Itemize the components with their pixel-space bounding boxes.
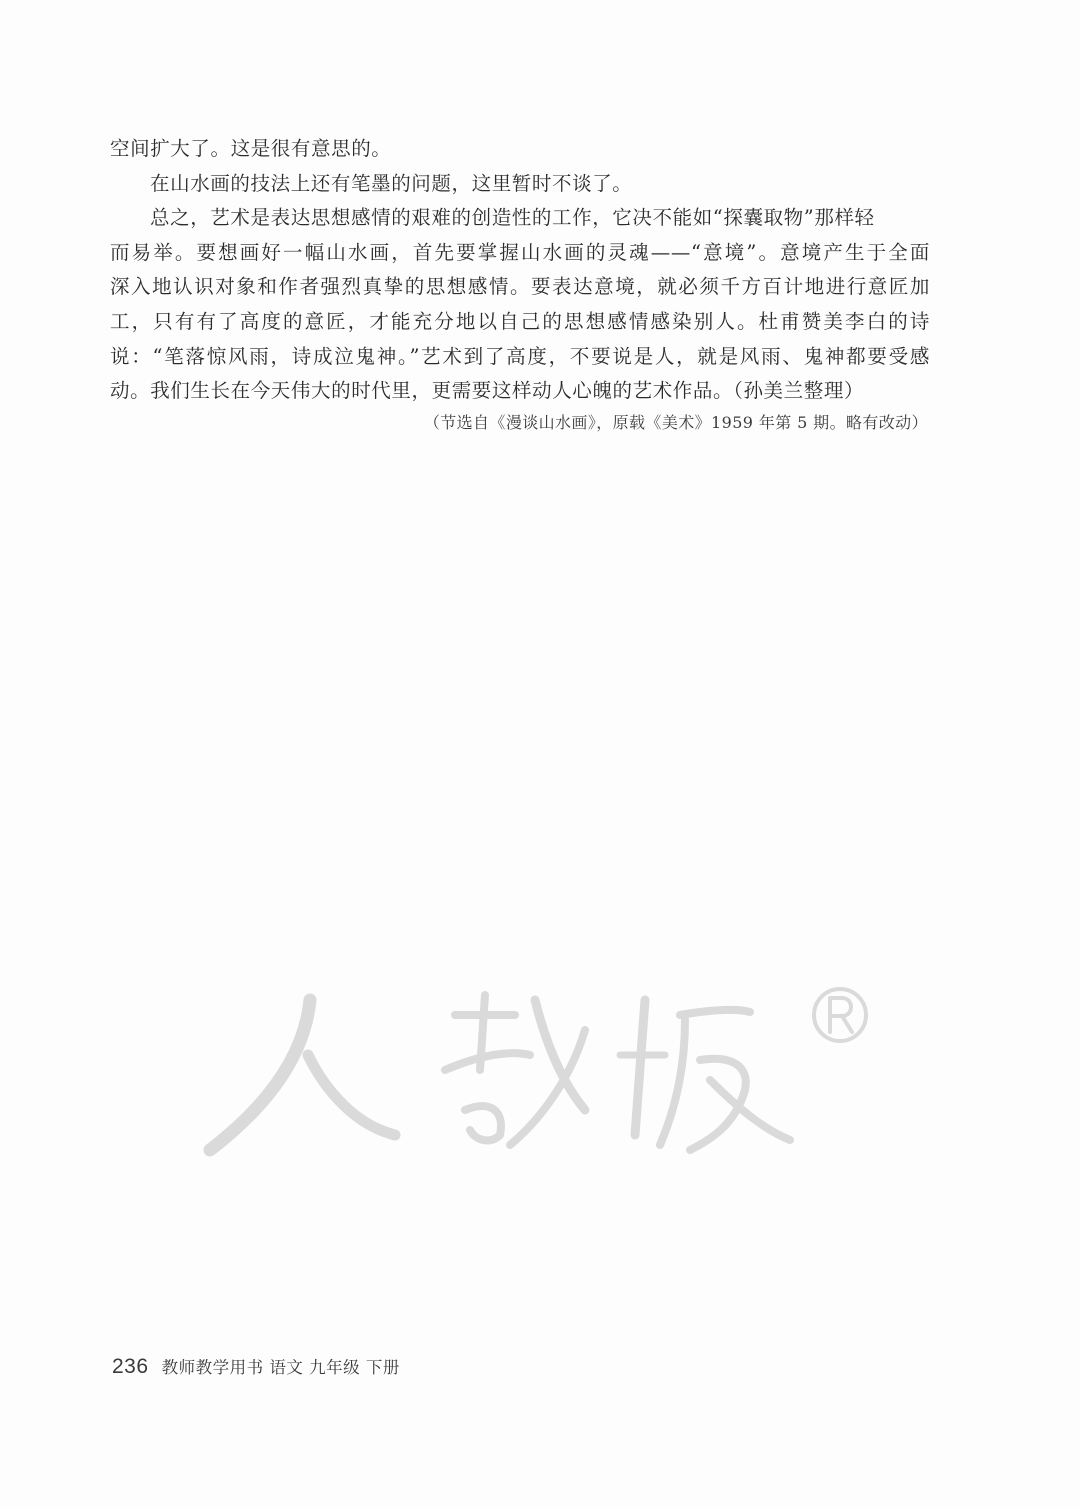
page-footer (112, 1354, 400, 1379)
paragraph-3-line-3: 深入地认识对象和作者强烈真挚的思想感情。要表达意境，就必须千方百计地进行意匠加 (110, 275, 930, 299)
paragraph-3-line-2: 而易举。要想画好一幅山水画，首先要掌握山水画的灵魂——“意境”。意境产生于全面 (110, 240, 930, 264)
book-title: 教师教学用书 语文 九年级 下册 (161, 1358, 400, 1377)
paragraph-1-line-1: 空间扩大了。这是很有意思的。 (110, 137, 392, 160)
paragraph-3-line-6: 动。我们生长在今天伟大的时代里，更需要这样动人心魄的艺术作品。（孙美兰整理） (110, 379, 865, 403)
paragraph-3-line-1: 总之，艺术是表达思想感情的艰难的创造性的工作，它决不能如“探囊取物”那样轻 (150, 206, 875, 230)
paragraph-3-line-4: 工，只有有了高度的意匠，才能充分地以自己的思想感情感染别人。杜甫赞美李白的诗 (110, 309, 930, 333)
source-note: （节选自《漫谈山水画》，原载《美术》1959 年第 5 期。略有改动） (423, 413, 928, 432)
publisher-watermark-logo (190, 960, 890, 1180)
page-number: 236 (112, 1355, 149, 1378)
paragraph-3-line-5: 说：“笔落惊风雨，诗成泣鬼神。”艺术到了高度，不要说是人，就是风雨、鬼神都要受感 (110, 344, 930, 368)
body-text (110, 132, 930, 409)
paragraph-2-line-1: 在山水画的技法上还有笔墨的问题，这里暂时不谈了。 (150, 171, 633, 195)
